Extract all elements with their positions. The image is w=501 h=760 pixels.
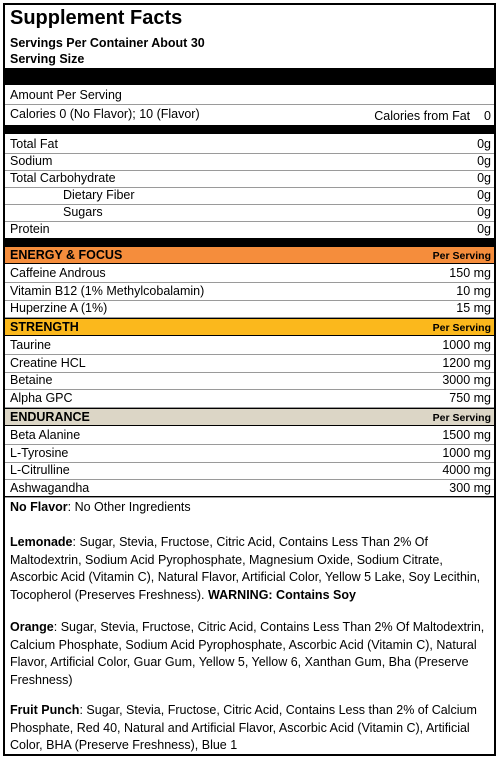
ingredient-row (5, 355, 494, 373)
ingredient-row (5, 445, 494, 463)
nutrient-name: Total Fat (10, 137, 58, 151)
ingredient-amount: 3000 mg (442, 373, 491, 387)
ingredient-amount: 1000 mg (442, 445, 491, 460)
nutrient-row (5, 170, 494, 188)
supplement-facts-panel (3, 3, 496, 756)
calories-from-fat (374, 108, 491, 125)
ingredient-row (5, 372, 494, 390)
ingredients-fruit-punch (10, 702, 490, 755)
ingredient-name: Creatine HCL (10, 355, 86, 370)
ingredient-name: Betaine (10, 373, 53, 387)
ingredient-name: L-Citrulline (10, 463, 70, 477)
nutrient-name: Total Carbohydrate (10, 171, 116, 185)
ingredient-amount: 1200 mg (442, 355, 491, 370)
ingredients-lemonade-label: Lemonade (10, 535, 73, 549)
ingredient-amount: 1500 mg (442, 428, 491, 442)
ingredients-lemonade (10, 534, 490, 604)
nutrient-amount: 0g (477, 205, 491, 219)
nutrient-row (5, 221, 494, 239)
ingredient-name: Ashwagandha (10, 480, 90, 495)
calories-from-fat-value: 0 (484, 109, 491, 123)
ingredient-amount: 300 mg (449, 480, 491, 495)
nutrient-amount: 0g (477, 222, 491, 236)
nutrient-name: Dietary Fiber (63, 188, 135, 202)
nutrient-row (5, 153, 494, 171)
ingredients-orange-label: Orange (10, 620, 54, 634)
calories-row (5, 106, 494, 123)
section-header-energy-focus (5, 246, 494, 264)
ingredients-lemonade-text: : Sugar, Stevia, Fructose, Citric Acid, Contains Less Than 2% Of Maltodextrin, Sodium Acid Pyrophosphate, Magnesium Oxide, Sodium Citrate, Ascorbic Acid (Vitamin C), Natural Flavor, Artificial Color, Yellow 5 Lake, Soy Lecithin, Tocopherol (Preserves Freshness). (10, 535, 481, 602)
servings-per-container: Servings Per Container About 30 (10, 36, 205, 50)
ingredient-name: Beta Alanine (10, 428, 81, 442)
ingredient-row (5, 427, 494, 445)
ingredients-no-flavor-text: : No Other Ingredients (67, 500, 191, 514)
ingredient-name: Alpha GPC (10, 390, 73, 405)
ingredients-fruit-punch-text: : Sugar, Stevia, Fructose, Citric Acid, Contains Less than 2% of Calcium Phosphate, Red 40, Natural and Artificial Flavor, Ascorbic Acid (Vitamin C), Artificial Color, BHA (Preserve Freshness), Blue 1 (10, 703, 477, 752)
section-header-endurance (5, 408, 494, 426)
ingredient-amount: 1000 mg (442, 338, 491, 352)
ingredient-row (5, 283, 494, 301)
ingredients-divider (5, 496, 494, 497)
ingredient-amount: 10 mg (456, 283, 491, 298)
thick-divider (5, 68, 494, 85)
section-header-strength (5, 318, 494, 336)
ingredient-name: L-Tyrosine (10, 445, 69, 460)
section-title: STRENGTH (10, 320, 79, 334)
nutrient-name: Sugars (63, 205, 103, 219)
ingredients-no-flavor-label: No Flavor (10, 500, 68, 514)
ingredients-orange (10, 619, 490, 689)
per-serving-label: Per Serving (432, 412, 491, 424)
nutrient-row (5, 136, 494, 154)
medium-divider (5, 125, 494, 134)
ingredient-row (5, 265, 494, 283)
thick-divider-2 (5, 238, 494, 246)
calories-from-fat-label: Calories from Fat (374, 109, 471, 123)
per-serving-label: Per Serving (432, 322, 491, 334)
nutrient-amount: 0g (477, 137, 491, 151)
serving-size: Serving Size (10, 52, 85, 66)
nutrient-name: Sodium (10, 154, 53, 168)
section-title: ENERGY & FOCUS (10, 248, 123, 262)
ingredient-row (5, 390, 494, 408)
ingredients-fruit-punch-label: Fruit Punch (10, 703, 80, 717)
amount-per-serving-label: Amount Per Serving (10, 88, 122, 102)
soy-warning: WARNING: Contains Soy (208, 587, 356, 602)
ingredient-name: Vitamin B12 (1% Methylcobalamin) (10, 283, 205, 298)
ingredient-amount: 4000 mg (442, 463, 491, 477)
nutrient-amount: 0g (477, 154, 491, 168)
ingredient-amount: 15 mg (456, 301, 491, 315)
ingredients-orange-text: : Sugar, Stevia, Fructose, Citric Acid, Contains Less Than 2% Of Maltodextrin, Calcium Phosphate, Sodium Acid Pyrophosphate, Ascorbic Acid (Vitamin C), Natural Flavor, Artificial Color, Guar Gum, Yellow 5, Yellow 6, Xanthan Gum, Bha (Preserve Freshness) (10, 620, 485, 687)
nutrient-name: Protein (10, 222, 50, 236)
nutrient-amount: 0g (477, 171, 491, 185)
amount-per-serving-row (5, 87, 494, 105)
ingredient-row (5, 300, 494, 318)
calories-label: Calories 0 (No Flavor); 10 (Flavor) (10, 107, 200, 121)
per-serving-label: Per Serving (432, 250, 491, 262)
ingredient-name: Caffeine Androus (10, 266, 106, 280)
nutrient-row (5, 204, 494, 222)
nutrient-row (5, 187, 494, 205)
section-title: ENDURANCE (10, 410, 90, 424)
nutrient-amount: 0g (477, 188, 491, 202)
ingredient-row (5, 462, 494, 480)
panel-title: Supplement Facts (10, 7, 183, 29)
ingredient-row (5, 337, 494, 355)
ingredients-no-flavor (10, 499, 490, 517)
ingredient-name: Taurine (10, 338, 51, 352)
ingredient-row (5, 480, 494, 498)
ingredient-name: Huperzine A (1%) (10, 301, 108, 315)
ingredient-amount: 150 mg (449, 266, 491, 280)
ingredient-amount: 750 mg (449, 390, 491, 405)
